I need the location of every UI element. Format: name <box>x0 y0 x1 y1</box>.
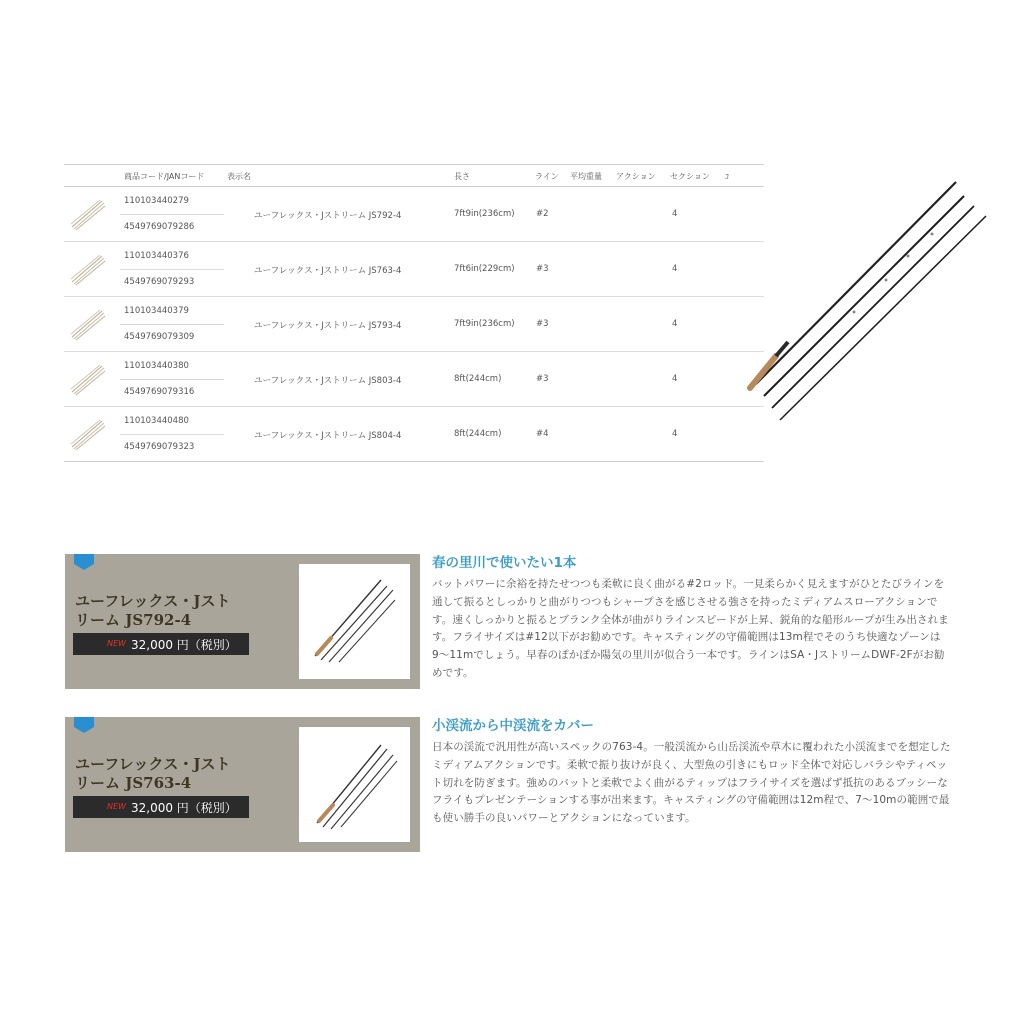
bookmark-icon <box>74 717 94 733</box>
rod-thumbnail <box>70 197 106 231</box>
jan-code: 4549769079309 <box>124 332 195 342</box>
table-row[interactable] <box>64 407 764 462</box>
new-badge: NEW <box>107 802 126 811</box>
product-code: 110103440379 <box>124 306 189 316</box>
header-action: アクション <box>616 172 656 181</box>
product-title-line: リーム JS763-4 <box>75 774 192 792</box>
bookmark-icon <box>74 554 94 570</box>
divider <box>120 324 224 325</box>
product-name: ユーフレックス・Jストリーム JS792-4 <box>254 211 402 221</box>
product-photo[interactable] <box>299 564 410 679</box>
description-heading: 春の里川で使いたい1本 <box>432 555 577 571</box>
line-weight: #2 <box>536 209 549 219</box>
spec-table <box>64 164 764 462</box>
product-title-line: ユーフレックス・Jスト <box>75 592 231 610</box>
jan-code: 4549769079316 <box>124 387 195 397</box>
header-line: ライン <box>535 172 559 181</box>
section-count: 4 <box>672 264 678 274</box>
new-badge: NEW <box>107 639 126 648</box>
price-bar <box>73 796 249 818</box>
price: 32,000 円（税別） <box>131 801 237 815</box>
jan-code: 4549769079293 <box>124 277 195 287</box>
table-row[interactable] <box>64 242 764 297</box>
product-code: 110103440376 <box>124 251 189 261</box>
description-body: バットパワーに余裕を持たせつつも柔軟に良く曲がる#2ロッド。一見柔らかく見えますがひとたびラインを通して振るとしっかりと曲がりつつもシャープさを感じさせる強さを持ったミディアムスローアクションです。速くしっかりと振るとブランク全体が曲がりラインスピードが上昇、鋭角的な船形ループが生み出されます。フライサイズは#12以下がお勧めです。キャスティングの守備範囲は13m程でそのうち快適なゾーンは9〜11mでしょう。早春のぽかぽか陽気の里川が似合う一本です。ラインはSA・JストリームDWF-2Fがお勧めです。 <box>432 578 949 679</box>
price: 32,000 円（税別） <box>131 638 237 652</box>
product-photo[interactable] <box>299 727 410 842</box>
jan-code: 4549769079323 <box>124 442 195 452</box>
product-name: ユーフレックス・Jストリーム JS793-4 <box>254 321 402 331</box>
product-title <box>75 592 265 630</box>
rod-length: 8ft(244cm) <box>454 429 502 439</box>
divider <box>120 379 224 380</box>
divider <box>120 214 224 215</box>
product-description <box>432 554 952 683</box>
header-extra: ｺ <box>725 172 729 181</box>
line-weight: #3 <box>536 264 549 274</box>
rod-length: 7ft9in(236cm) <box>454 319 515 329</box>
rod-photo-image <box>299 727 410 842</box>
rod-length: 8ft(244cm) <box>454 374 502 384</box>
product-title-line: リーム JS792-4 <box>75 611 192 629</box>
table-row[interactable] <box>64 187 764 242</box>
rod-thumbnail <box>70 417 106 451</box>
product-title <box>75 755 265 793</box>
product-card[interactable] <box>65 554 420 689</box>
product-name: ユーフレックス・Jストリーム JS803-4 <box>254 376 402 386</box>
divider <box>120 434 224 435</box>
line-weight: #3 <box>536 374 549 384</box>
section-count: 4 <box>672 319 678 329</box>
table-row[interactable] <box>64 297 764 352</box>
product-description <box>432 717 952 828</box>
line-weight: #4 <box>536 429 549 439</box>
jan-code: 4549769079286 <box>124 222 195 232</box>
product-name: ユーフレックス・Jストリーム JS763-4 <box>254 266 402 276</box>
table-header <box>64 164 764 187</box>
section-count: 4 <box>672 209 678 219</box>
rod-length: 7ft9in(236cm) <box>454 209 515 219</box>
rod-length: 7ft6in(229cm) <box>454 264 515 274</box>
header-sections: セクション <box>670 172 710 181</box>
product-code: 110103440279 <box>124 196 189 206</box>
header-code: 商品コード/JANコード <box>124 172 205 181</box>
divider <box>120 269 224 270</box>
description-body: 日本の渓流で汎用性が高いスペックの763-4。一般渓流から山岳渓流や草木に覆われた小渓流までを想定したミディアムアクションです。柔軟で振り抜けが良く、大型魚の引きにもロッド全体で対応しバラシやティペット切れを防ぎます。強めのバットと柔軟でよく曲がるティップはフライサイズを選ばず抵抗のあるブッシーなフライもプレゼンテーションする事が出来ます。キャスティングの守備範囲は12m程で、7〜10mの範囲で最も使い勝手の良いパワーとアクションになっています。 <box>432 741 951 825</box>
line-weight: #3 <box>536 319 549 329</box>
price-bar <box>73 633 249 655</box>
rod-thumbnail <box>70 362 106 396</box>
rod-photo-image <box>299 564 410 679</box>
header-length: 長さ <box>454 172 470 181</box>
product-title-line: ユーフレックス・Jスト <box>75 755 231 773</box>
table-row[interactable] <box>64 352 764 407</box>
rod-thumbnail <box>70 252 106 286</box>
product-card[interactable] <box>65 717 420 852</box>
product-code: 110103440380 <box>124 361 189 371</box>
header-name: 表示名 <box>227 172 251 181</box>
section-count: 4 <box>672 374 678 384</box>
description-heading: 小渓流から中渓流をカバー <box>432 718 594 734</box>
product-code: 110103440480 <box>124 416 189 426</box>
product-name: ユーフレックス・Jストリーム JS804-4 <box>254 431 402 441</box>
section-count: 4 <box>672 429 678 439</box>
rod-thumbnail <box>70 307 106 341</box>
header-weight: 平均重量 <box>570 172 602 181</box>
rod-hero-image <box>736 176 992 424</box>
